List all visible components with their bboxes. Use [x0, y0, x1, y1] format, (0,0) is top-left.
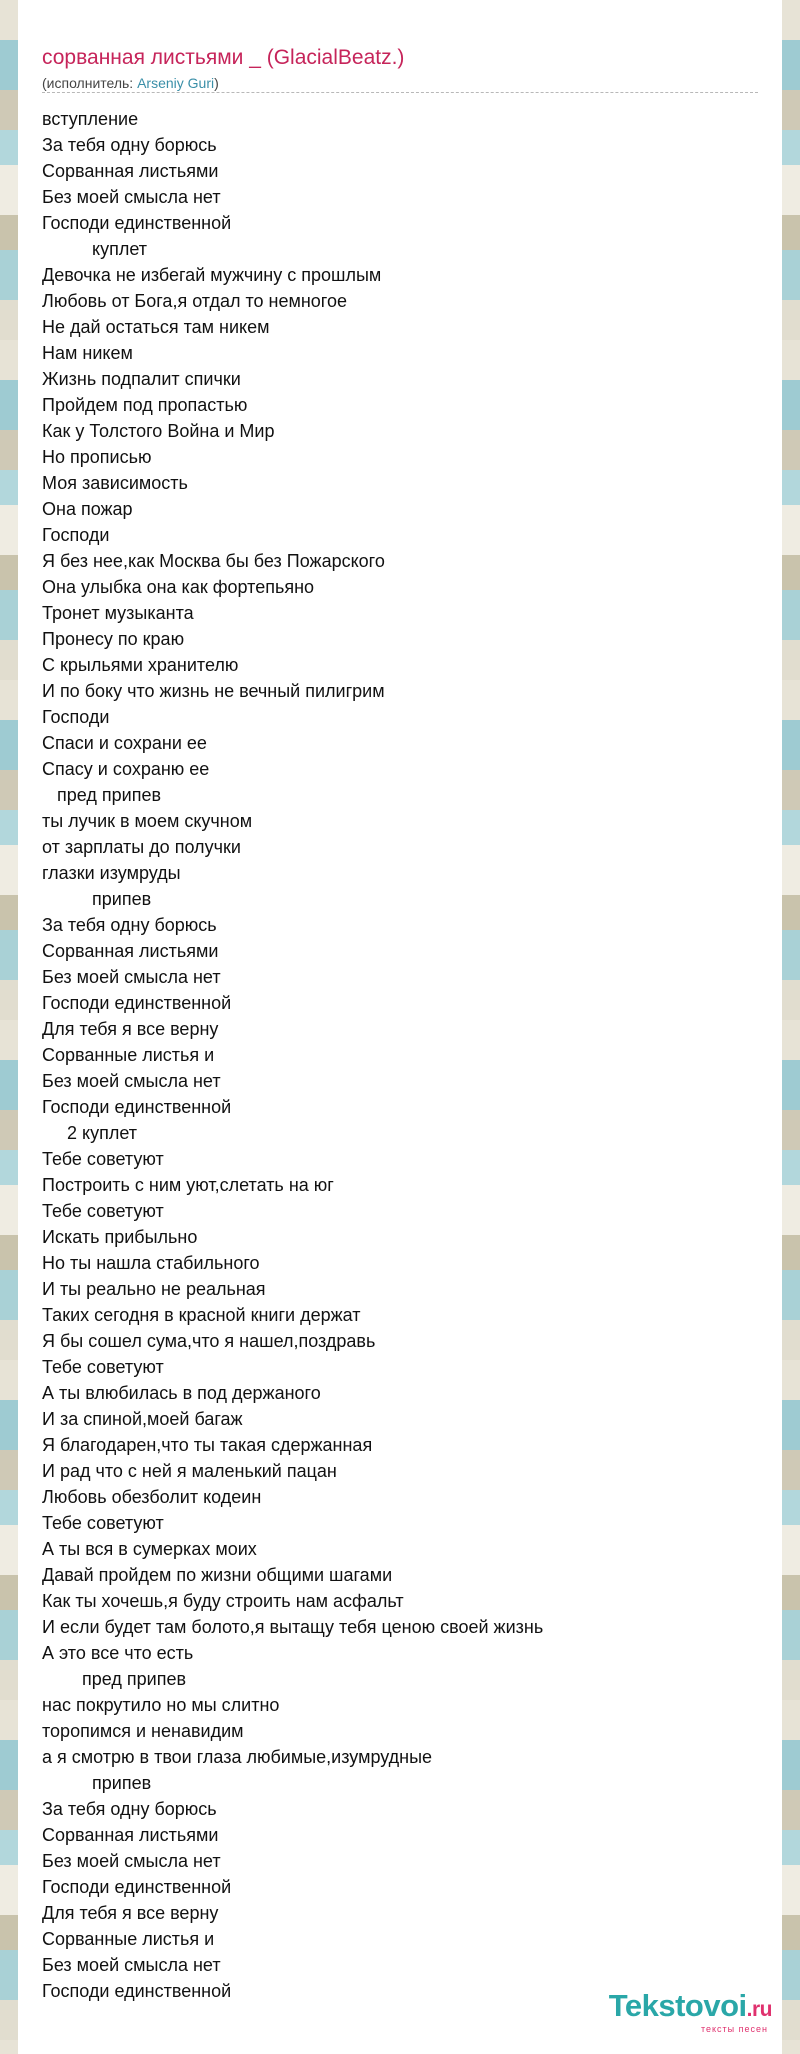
lyric-line: Тебе советуют	[42, 1513, 164, 1533]
lyric-line: Сорванные листья и	[42, 1929, 215, 1949]
artist-byline	[42, 74, 758, 92]
lyric-line: Она пожар	[42, 499, 133, 519]
lyric-line: Девочка не избегай мужчину с прошлым	[42, 265, 382, 285]
lyric-line: от зарплаты до получки	[42, 837, 241, 857]
lyric-line: Но прописью	[42, 447, 152, 467]
lyric-line: Для тебя я все верну	[42, 1019, 219, 1039]
lyric-line: Искать прибыльно	[42, 1227, 198, 1247]
artist-link[interactable]: Arseniy Guri	[137, 75, 215, 91]
lyrics-text	[42, 106, 758, 2004]
lyric-line: пред припев	[42, 1669, 187, 1689]
lyric-line: Сорванные листья и	[42, 1045, 215, 1065]
lyric-line: Господи единственной	[42, 1981, 232, 2001]
lyric-line: ты лучик в моем скучном	[42, 811, 253, 831]
lyric-line: Она улыбка она как фортепьяно	[42, 577, 315, 597]
logo-name: Tekstovoi	[608, 1988, 747, 2023]
lyric-line: Нам никем	[42, 343, 133, 363]
lyric-line: Как у Толстого Война и Мир	[42, 421, 275, 441]
lyric-line: Давай пройдем по жизни общими шагами	[42, 1565, 393, 1585]
lyric-line: Господи	[42, 525, 110, 545]
lyric-line: а я смотрю в твои глаза любимые,изумрудные	[42, 1747, 433, 1767]
byline-suffix: )	[214, 75, 219, 91]
byline-prefix: (исполнитель:	[42, 75, 138, 91]
lyric-line: Пройдем под пропастью	[42, 395, 248, 415]
lyric-line: Без моей смысла нет	[42, 1955, 221, 1975]
lyric-line: А ты влюбилась в под держаного	[42, 1383, 321, 1403]
lyric-line: И рад что с ней я маленький пацан	[42, 1461, 337, 1481]
lyric-line: И за спиной,моей багаж	[42, 1409, 243, 1429]
lyric-line: Господи единственной	[42, 1877, 232, 1897]
lyric-line: вступление	[42, 109, 139, 129]
header-divider	[42, 92, 758, 93]
lyric-line: Сорванная листьями	[42, 161, 219, 181]
lyric-line: Без моей смысла нет	[42, 1071, 221, 1091]
lyric-line: Без моей смысла нет	[42, 967, 221, 987]
lyric-line: куплет	[42, 239, 147, 259]
lyric-line: торопимся и ненавидим	[42, 1721, 244, 1741]
lyric-line: С крыльями хранителю	[42, 655, 239, 675]
lyric-line: припев	[42, 889, 152, 909]
lyric-line: Жизнь подпалит спички	[42, 369, 241, 389]
logo-tagline: тексты песен	[700, 2024, 768, 2034]
lyric-line: Любовь обезболит кодеин	[42, 1487, 262, 1507]
lyric-line: нас покрутило но мы слитно	[42, 1695, 280, 1715]
site-logo[interactable]	[609, 1990, 772, 2034]
lyric-line: А это все что есть	[42, 1643, 194, 1663]
lyric-line: Я благодарен,что ты такая сдержанная	[42, 1435, 373, 1455]
lyric-line: Но ты нашла стабильного	[42, 1253, 260, 1273]
lyric-line: Сорванная листьями	[42, 1825, 219, 1845]
lyric-line: Спаси и сохрани ее	[42, 733, 207, 753]
lyric-line: Без моей смысла нет	[42, 187, 221, 207]
lyric-line: Тебе советуют	[42, 1357, 164, 1377]
lyric-line: Господи единственной	[42, 993, 232, 1013]
lyric-line: Сорванная листьями	[42, 941, 219, 961]
song-title: сорванная листьями _ (GlacialBeatz.)	[42, 46, 405, 69]
lyric-line: Пронесу по краю	[42, 629, 185, 649]
lyric-line: Тебе советуют	[42, 1201, 164, 1221]
lyric-line: Тронет музыканта	[42, 603, 194, 623]
lyric-line: За тебя одну борюсь	[42, 1799, 217, 1819]
lyric-line: Как ты хочешь,я буду строить нам асфальт	[42, 1591, 404, 1611]
lyric-line: Господи единственной	[42, 213, 232, 233]
lyric-line: 2 куплет	[42, 1123, 138, 1143]
lyric-line: Тебе советуют	[42, 1149, 164, 1169]
lyric-line: И если будет там болото,я вытащу тебя ценою своей жизнь	[42, 1617, 544, 1637]
lyric-line: Не дай остаться там никем	[42, 317, 270, 337]
lyric-line: Господи единственной	[42, 1097, 232, 1117]
lyric-line: Без моей смысла нет	[42, 1851, 221, 1871]
lyric-line: Я без нее,как Москва бы без Пожарского	[42, 551, 385, 571]
lyric-line: Любовь от Бога,я отдал то немногое	[42, 291, 347, 311]
lyric-line: Моя зависимость	[42, 473, 188, 493]
lyric-line: А ты вся в сумерках моих	[42, 1539, 257, 1559]
lyric-line: Спасу и сохраню ее	[42, 759, 210, 779]
lyric-line: За тебя одну борюсь	[42, 135, 217, 155]
lyric-line: И ты реально не реальная	[42, 1279, 266, 1299]
lyric-line: пред припев	[42, 785, 162, 805]
lyric-line: припев	[42, 1773, 152, 1793]
lyric-line: Для тебя я все верну	[42, 1903, 219, 1923]
lyric-line: глазки изумруды	[42, 863, 181, 883]
lyric-line: Господи	[42, 707, 110, 727]
lyric-line: И по боку что жизнь не вечный пилигрим	[42, 681, 385, 701]
lyric-line: Я бы сошел сума,что я нашел,поздравь	[42, 1331, 376, 1351]
logo-tld: .ru	[746, 1998, 772, 2021]
song-header	[42, 44, 758, 92]
lyric-line: За тебя одну борюсь	[42, 915, 217, 935]
lyric-line: Построить с ним уют,слетать на юг	[42, 1175, 334, 1195]
lyric-line: Таких сегодня в красной книги держат	[42, 1305, 361, 1325]
